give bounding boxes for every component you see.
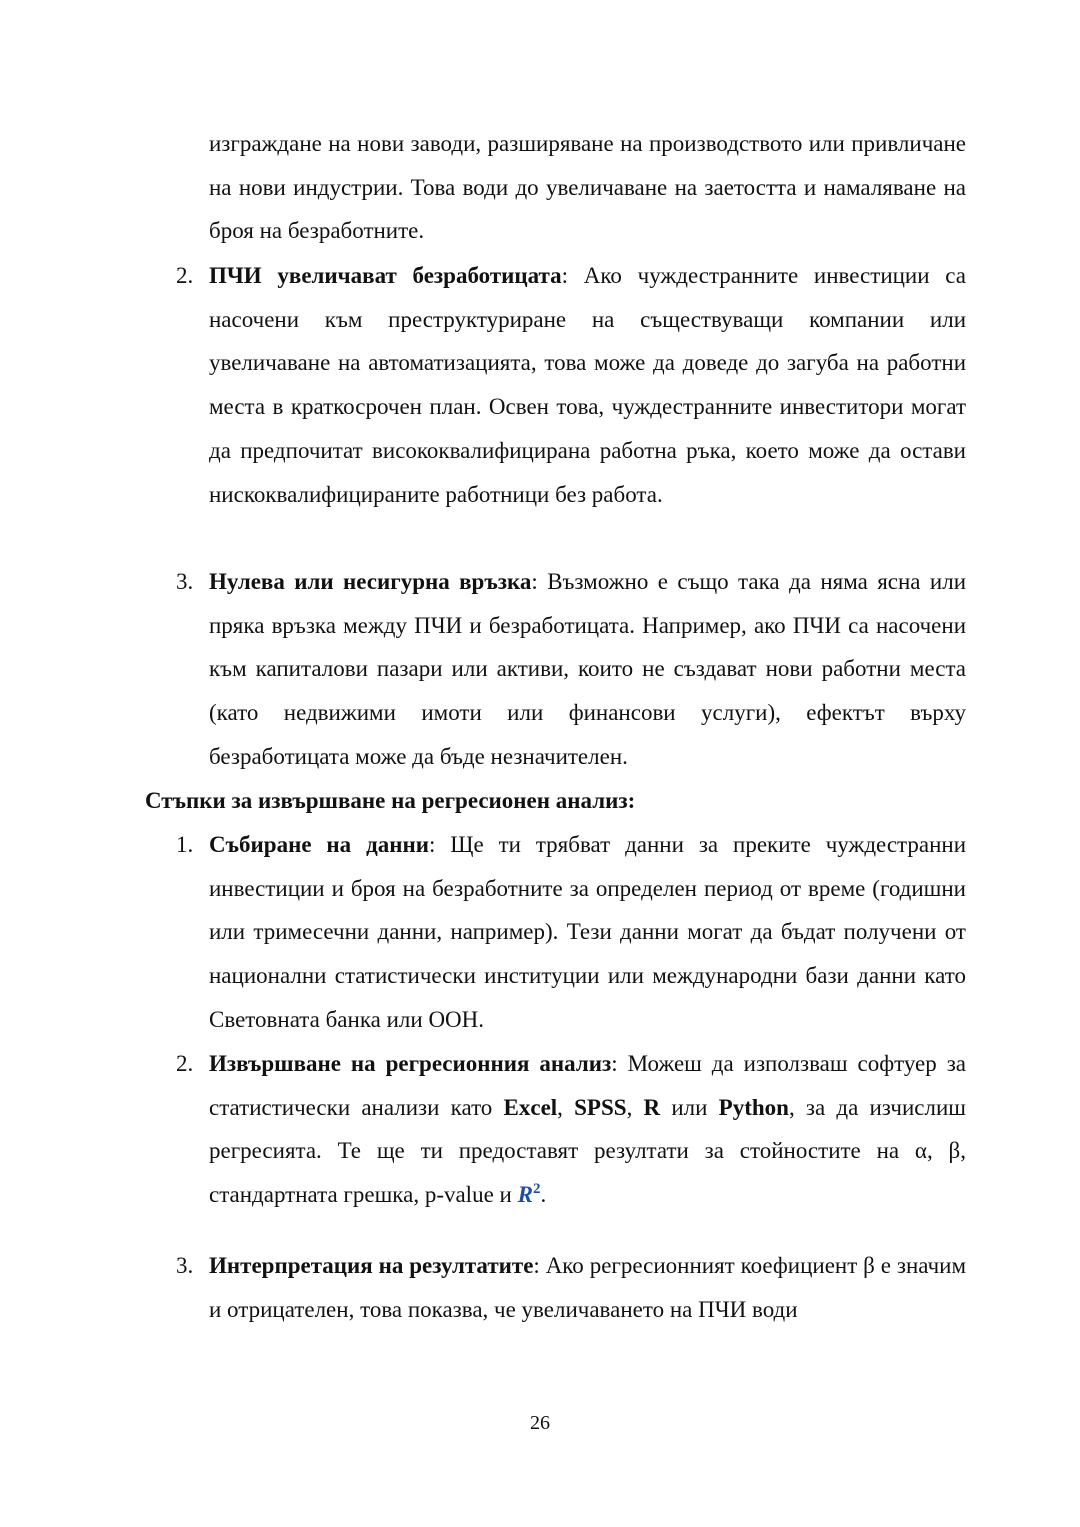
separator: или <box>660 1094 719 1120</box>
step-item-term: Извършване на регресионния анализ <box>209 1051 612 1076</box>
effect-item-number: 3. <box>176 569 194 594</box>
effect-item-term: Нулева или несигурна връзка <box>209 569 532 594</box>
step-item-paragraph <box>209 823 966 1042</box>
tool-name: R <box>643 1094 661 1120</box>
effect-item-paragraph <box>209 254 966 516</box>
math-base: R <box>517 1182 533 1208</box>
step-item-term: Интерпретация на резултатите <box>209 1253 534 1278</box>
tool-name: SPSS <box>574 1094 627 1120</box>
step-item-text: : Ако регресионният коефициент β е значим и отрицателен, това показва, че увеличаването на ПЧИ води <box>209 1253 966 1322</box>
step-item-text: , за да изчислиш регресията. Те ще ти предоставят резултати за стойностите на α, β, стандартната грешка, p-value и <box>209 1094 966 1208</box>
step-item-paragraph <box>209 1042 966 1217</box>
separator: , <box>557 1094 575 1120</box>
steps-heading: Стъпки за извършване на регресионен анализ: <box>145 788 636 813</box>
page-number: 26 <box>530 1412 550 1434</box>
r-squared-formula <box>518 1182 541 1207</box>
tool-name: Excel <box>503 1094 558 1120</box>
step-item-number: 1. <box>176 832 194 857</box>
effect-item-text: : Ако чуждестранните инвестиции са насочени към преструктуриране на съществуващи компании или увеличаване на автоматизацията, това може да доведе до загуба на работни места в краткосрочен план. Освен това, чуждестранните инвеститори могат да предпочитат висококвалифицирана работна ръка, което може да остави нискоквалифицираните работници без работа. <box>209 263 966 507</box>
step-item-text: : Можеш да използваш софтуер за статистически анализи като <box>209 1051 966 1120</box>
tool-name: Python <box>718 1094 789 1120</box>
effect-item-term: ПЧИ увеличават безработицата <box>209 263 562 288</box>
effect-item-number: 2. <box>176 263 194 288</box>
intro-continuation-paragraph: изграждане на нови заводи, разширяване на производството или привличане на нови индустрии. Това води до увеличаване на заетостта и намаляване на броя на безработните. <box>209 131 966 244</box>
step-item-paragraph <box>209 1244 966 1331</box>
separator: , <box>626 1094 644 1120</box>
step-item-number: 2. <box>176 1051 194 1076</box>
step-item-number: 3. <box>176 1253 194 1278</box>
step-item-text: : Ще ти трябват данни за преките чуждестранни инвестиции и броя на безработните за определен период от време (годишни или тримесечни данни, например). Тези данни могат да бъдат получени от национални статистически институции или международни бази данни като Световната банка или ООН. <box>209 832 967 1032</box>
effect-item-paragraph <box>209 560 966 779</box>
effect-item-text: : Възможно е също така да няма ясна или пряка връзка между ПЧИ и безработицата. Например, ако ПЧИ са насочени към капиталови пазари или активи, които не създават нови работни места (като недвижими имоти или финансови услуги), ефектът върху безработицата може да бъде незначителен. <box>209 569 967 769</box>
math-exponent: 2 <box>532 1181 541 1198</box>
step-item-term: Събиране на данни <box>209 832 429 857</box>
step-item-text: . <box>540 1182 547 1208</box>
